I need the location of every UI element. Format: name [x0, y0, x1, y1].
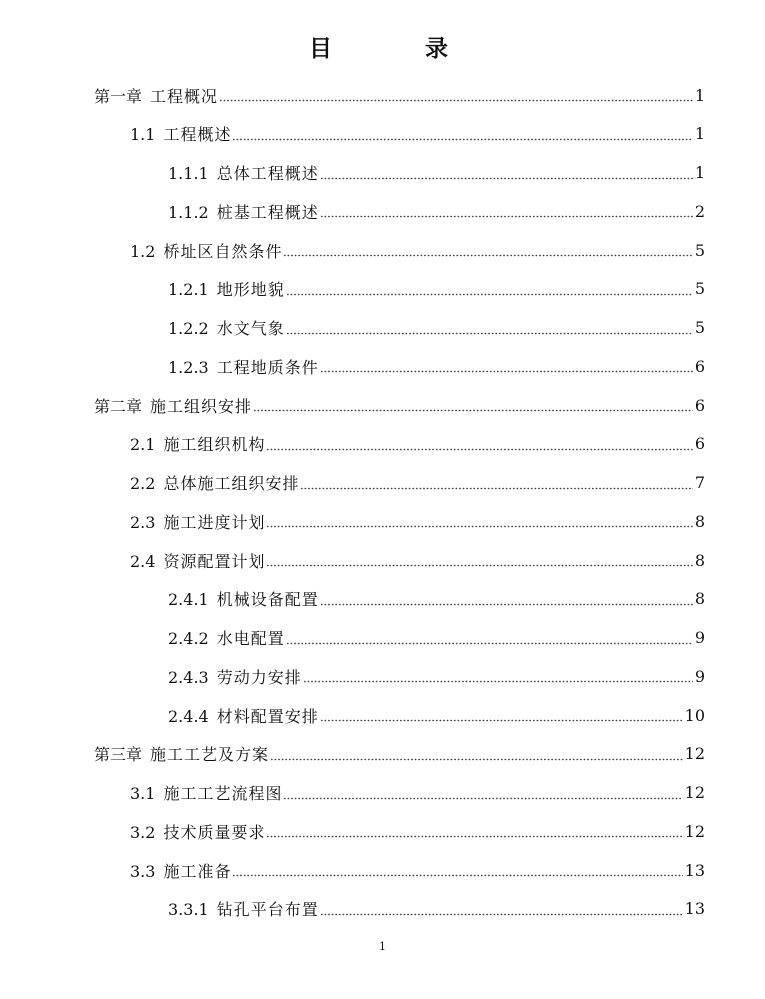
toc-entry-number: 1.2.2	[168, 319, 209, 338]
toc-entry[interactable]	[130, 774, 705, 812]
toc-entry-text: 总体施工组织安排	[163, 474, 300, 493]
toc-entry[interactable]	[168, 657, 705, 695]
toc-entry-label	[130, 239, 282, 262]
toc-entry-text: 施工工艺及方案	[150, 745, 270, 765]
toc-entry-number: 2.4.1	[168, 590, 209, 610]
toc-entry-label	[130, 820, 265, 843]
toc-dot-leader	[253, 398, 693, 412]
toc-dot-leader	[320, 708, 683, 722]
toc-entry-page: 1	[694, 124, 705, 144]
toc-entry-page: 10	[684, 705, 705, 725]
toc-entry-label	[168, 200, 319, 223]
toc-dot-leader	[320, 204, 693, 218]
toc-entry-label	[130, 122, 231, 145]
toc-entry[interactable]	[168, 270, 705, 308]
toc-entry-text: 机械设备配置	[216, 590, 319, 610]
toc-entry-text: 总体工程概述	[216, 164, 319, 183]
toc-entry-page: 8	[694, 550, 705, 570]
toc-entry-number: 2.1	[130, 435, 156, 455]
toc-entry[interactable]	[130, 851, 705, 889]
toc-dot-leader	[283, 243, 692, 257]
toc-entry-text: 技术质量要求	[163, 822, 266, 842]
toc-entry[interactable]	[130, 464, 705, 502]
toc-entry-label	[168, 587, 319, 610]
toc-entry-number: 第二章	[94, 396, 143, 416]
toc-entry-label	[130, 510, 265, 533]
toc-entry-number: 2.3	[130, 512, 156, 532]
toc-entry[interactable]	[130, 115, 705, 153]
toc-entry-number: 2.4.2	[168, 629, 209, 648]
toc-entry-text: 施工组织安排	[150, 396, 253, 416]
toc-dot-leader	[286, 282, 693, 296]
toc-dot-leader	[266, 514, 692, 528]
toc-dot-leader	[266, 437, 692, 451]
toc-entry-text: 材料配置安排	[216, 706, 319, 726]
toc-entry-number: 2.4	[130, 551, 156, 571]
toc-entry[interactable]	[130, 502, 705, 540]
toc-entry-text: 施工准备	[163, 861, 232, 881]
toc-entry-number: 1.1	[130, 125, 156, 145]
toc-entry[interactable]	[168, 309, 705, 347]
toc-entry-number: 第三章	[94, 745, 143, 765]
toc-dot-leader	[232, 127, 692, 141]
toc-entry-page: 5	[694, 279, 705, 299]
toc-entry-page: 13	[684, 860, 705, 880]
toc-entry[interactable]	[168, 192, 705, 230]
toc-dot-leader	[266, 824, 682, 838]
toc-entry-text: 工程概况	[150, 86, 219, 106]
toc-entry-number: 第一章	[94, 86, 143, 106]
toc-entry[interactable]	[130, 425, 705, 463]
toc-dot-leader	[283, 786, 682, 800]
toc-entry-text: 地形地貌	[216, 280, 285, 300]
toc-dot-leader	[320, 359, 693, 373]
toc-entry-label	[168, 897, 319, 920]
toc-dot-leader	[286, 631, 693, 645]
toc-entry-label	[94, 742, 269, 765]
toc-entry-text: 工程地质条件	[216, 357, 319, 377]
toc-entry-page: 1	[694, 163, 705, 182]
toc-entry-number: 1.2.1	[168, 280, 209, 300]
toc-entry-page: 12	[684, 783, 705, 802]
toc-entry-number: 2.4.4	[168, 706, 209, 726]
toc-entry-number: 3.3	[130, 861, 156, 881]
toc-entry-page: 7	[694, 473, 705, 492]
toc-dot-leader	[270, 747, 683, 761]
toc-entry-page: 9	[694, 666, 705, 686]
toc-entry-page: 6	[694, 356, 705, 376]
toc-entry-label	[130, 432, 265, 455]
toc-entry[interactable]	[168, 619, 705, 657]
toc-entry[interactable]	[130, 231, 705, 269]
toc-entry-text: 施工工艺流程图	[163, 784, 283, 803]
toc-entry-label	[94, 84, 218, 107]
toc-dot-leader	[303, 669, 693, 683]
toc-entry-page: 6	[694, 434, 705, 454]
toc-entry-page: 5	[694, 318, 705, 337]
toc-dot-leader	[300, 476, 692, 490]
toc-dot-leader	[320, 902, 683, 916]
toc-entry-number: 2.4.3	[168, 667, 209, 687]
toc-entry[interactable]	[94, 76, 705, 114]
toc-entry-label	[168, 355, 319, 378]
toc-entry-page: 1	[694, 85, 705, 105]
toc-entry-number: 3.2	[130, 822, 156, 842]
toc-entry-label	[130, 859, 231, 882]
toc-entry[interactable]	[94, 735, 705, 773]
toc-entry-page: 8	[694, 511, 705, 531]
toc-entry[interactable]	[168, 696, 705, 734]
toc-entry-page: 13	[684, 899, 705, 919]
toc-title-char-1: 目	[309, 36, 332, 62]
toc-entry[interactable]	[130, 812, 705, 850]
toc-dot-leader	[266, 553, 692, 567]
toc-title-char-2: 录	[425, 36, 448, 62]
toc-entry-number: 3.3.1	[168, 900, 209, 920]
toc-entry-label	[130, 471, 299, 494]
toc-dot-leader	[320, 592, 693, 606]
toc-entry-page: 12	[684, 744, 705, 764]
toc-entry-number: 1.1.2	[168, 202, 209, 222]
toc-entry-page: 8	[694, 589, 705, 609]
toc-entry[interactable]	[94, 386, 705, 424]
toc-entry-text: 劳动力安排	[216, 667, 302, 687]
toc-entry-text: 桥址区自然条件	[163, 241, 283, 261]
toc-entry[interactable]	[168, 890, 705, 928]
toc-entry[interactable]	[168, 580, 705, 618]
toc-entry-page: 2	[694, 201, 705, 221]
toc-entry-text: 资源配置计划	[163, 551, 266, 571]
toc-entry-page: 6	[694, 395, 705, 415]
toc-entry-label	[168, 704, 319, 727]
toc-dot-leader	[232, 863, 682, 877]
toc-entry[interactable]	[168, 347, 705, 385]
toc-dot-leader	[286, 321, 693, 335]
toc-entry-text: 施工进度计划	[163, 512, 266, 532]
toc-entry-label	[168, 316, 285, 339]
toc-entry-text: 工程概述	[163, 125, 232, 145]
toc-entry-number: 1.1.1	[168, 164, 209, 183]
toc-entry[interactable]	[168, 154, 705, 192]
toc-entry-number: 2.2	[130, 474, 156, 493]
toc-entry-text: 桩基工程概述	[216, 202, 319, 222]
toc-entry-label	[130, 781, 282, 804]
toc-entry-number: 1.2	[130, 241, 156, 261]
toc-title	[0, 32, 765, 66]
toc-entry-label	[94, 394, 252, 417]
toc-entry-number: 1.2.3	[168, 357, 209, 377]
toc-entry[interactable]	[130, 541, 705, 579]
toc-dot-leader	[219, 88, 693, 102]
toc-entry-label	[168, 277, 285, 300]
toc-entry-page: 9	[694, 628, 705, 647]
toc-entry-text: 钻孔平台布置	[216, 900, 319, 920]
toc-entry-label	[168, 161, 319, 184]
toc-entry-label	[168, 626, 285, 649]
toc-entry-text: 水文气象	[216, 319, 285, 338]
toc-entry-label	[168, 665, 302, 688]
page-number-footer: 1	[379, 940, 386, 953]
toc-entry-page: 12	[684, 821, 705, 841]
toc-entry-text: 施工组织机构	[163, 435, 266, 455]
toc-dot-leader	[320, 166, 693, 180]
toc-entry-page: 5	[694, 240, 705, 260]
toc-entry-label	[130, 549, 265, 572]
toc-entry-number: 3.1	[130, 784, 156, 803]
toc-entry-text: 水电配置	[216, 629, 285, 648]
